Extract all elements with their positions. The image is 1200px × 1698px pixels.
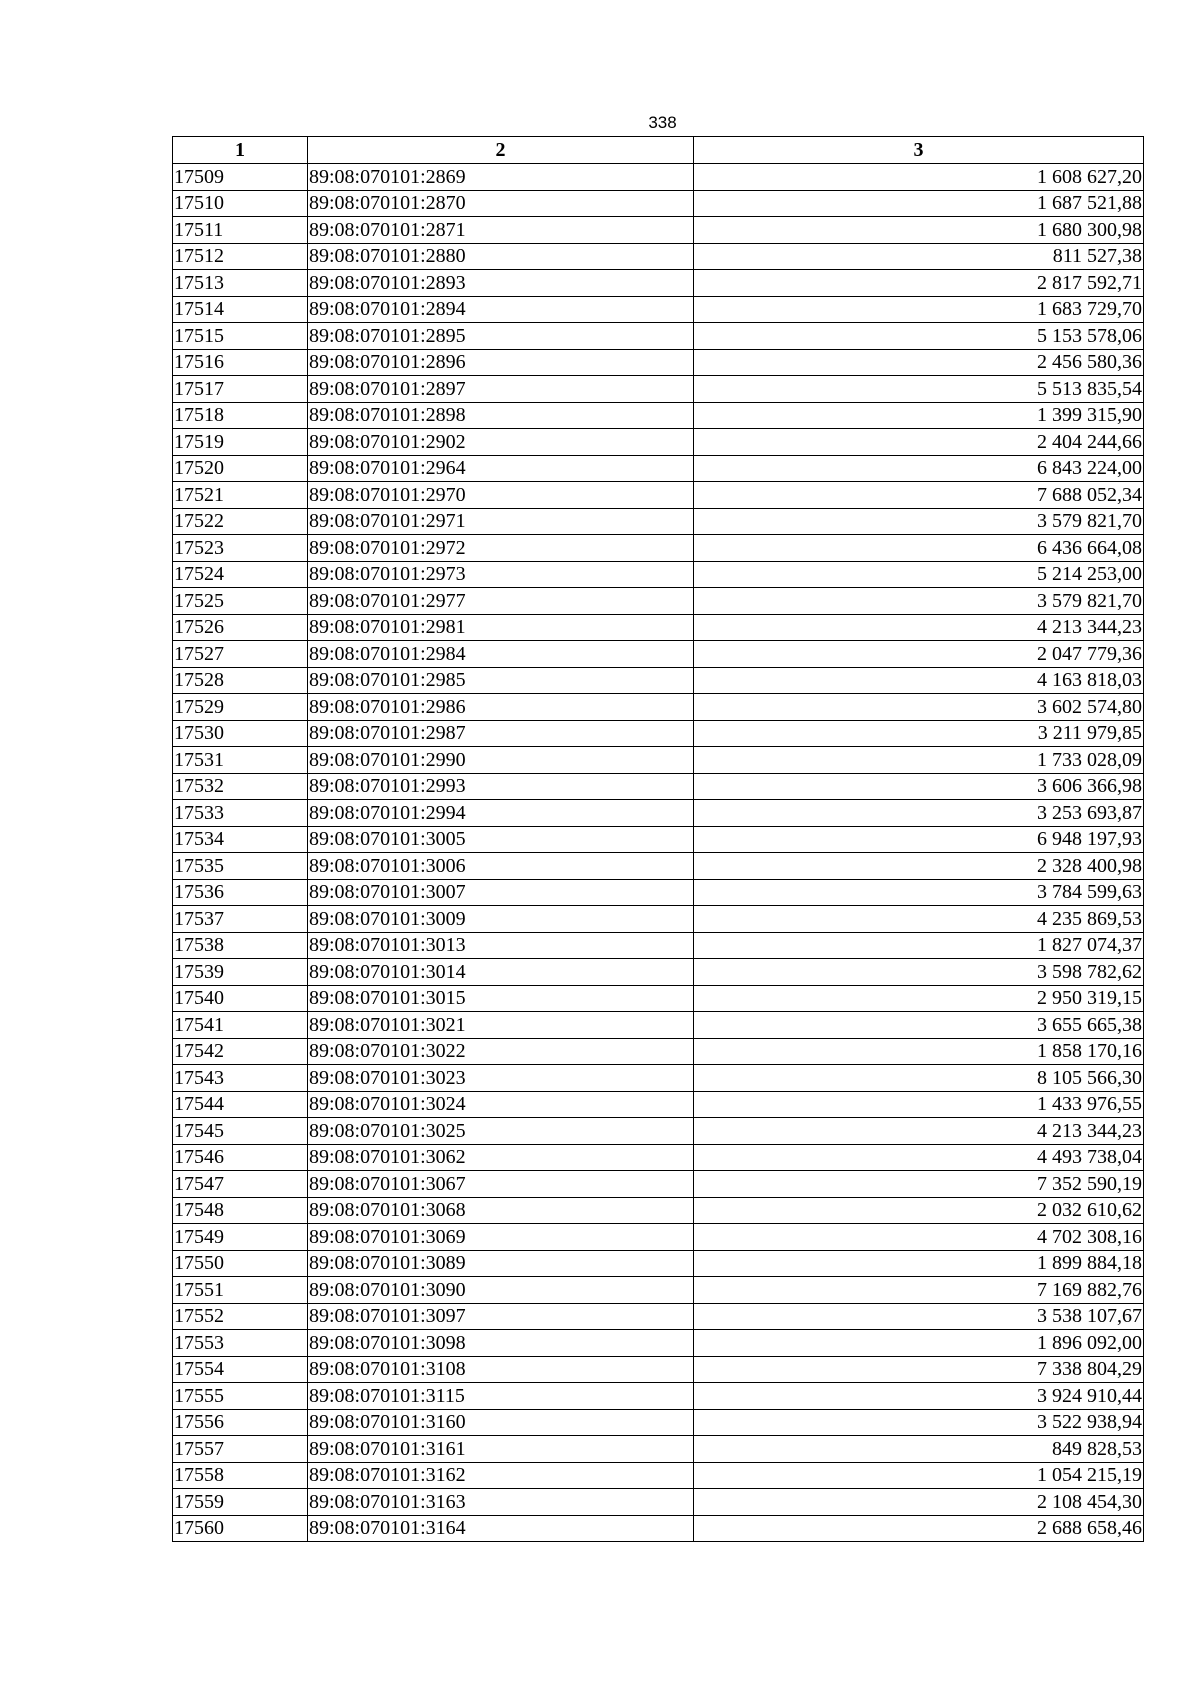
row-number-cell: 17545 xyxy=(173,1118,308,1145)
cadastral-value-cell: 849 828,53 xyxy=(694,1436,1144,1463)
table-row xyxy=(173,190,1144,217)
row-number-cell: 17539 xyxy=(173,959,308,986)
row-number-cell: 17551 xyxy=(173,1277,308,1304)
cadastral-value-cell: 3 784 599,63 xyxy=(694,879,1144,906)
table-row xyxy=(173,243,1144,270)
table-row xyxy=(173,1383,1144,1410)
cadastral-number-cell: 89:08:070101:2896 xyxy=(308,349,694,376)
table-row xyxy=(173,906,1144,933)
row-number-cell: 17541 xyxy=(173,1012,308,1039)
table-row xyxy=(173,1515,1144,1542)
table-body xyxy=(173,164,1144,1542)
table-row xyxy=(173,323,1144,350)
column-header-1: 1 xyxy=(173,137,308,164)
row-number-cell: 17517 xyxy=(173,376,308,403)
cadastral-number-cell: 89:08:070101:3089 xyxy=(308,1250,694,1277)
cadastral-value-cell: 3 655 665,38 xyxy=(694,1012,1144,1039)
row-number-cell: 17526 xyxy=(173,614,308,641)
row-number-cell: 17520 xyxy=(173,455,308,482)
cadastral-number-cell: 89:08:070101:2970 xyxy=(308,482,694,509)
cadastral-number-cell: 89:08:070101:2972 xyxy=(308,535,694,562)
column-header-3: 3 xyxy=(694,137,1144,164)
cadastral-number-cell: 89:08:070101:2898 xyxy=(308,402,694,429)
cadastral-value-cell: 4 213 344,23 xyxy=(694,614,1144,641)
table-row xyxy=(173,1462,1144,1489)
row-number-cell: 17536 xyxy=(173,879,308,906)
row-number-cell: 17521 xyxy=(173,482,308,509)
cadastral-value-cell: 3 924 910,44 xyxy=(694,1383,1144,1410)
table-row xyxy=(173,1012,1144,1039)
cadastral-value-cell: 1 733 028,09 xyxy=(694,747,1144,774)
row-number-cell: 17528 xyxy=(173,667,308,694)
row-number-cell: 17555 xyxy=(173,1383,308,1410)
cadastral-number-cell: 89:08:070101:3097 xyxy=(308,1303,694,1330)
cadastral-number-cell: 89:08:070101:2987 xyxy=(308,720,694,747)
table-row xyxy=(173,614,1144,641)
cadastral-number-cell: 89:08:070101:3164 xyxy=(308,1515,694,1542)
table-row xyxy=(173,164,1144,191)
cadastral-value-cell: 1 899 884,18 xyxy=(694,1250,1144,1277)
row-number-cell: 17538 xyxy=(173,932,308,959)
table-header xyxy=(173,137,1144,164)
cadastral-value-table xyxy=(172,136,1144,1542)
row-number-cell: 17511 xyxy=(173,217,308,244)
row-number-cell: 17556 xyxy=(173,1409,308,1436)
table-row xyxy=(173,482,1144,509)
cadastral-value-cell: 7 338 804,29 xyxy=(694,1356,1144,1383)
cadastral-number-cell: 89:08:070101:2871 xyxy=(308,217,694,244)
cadastral-value-cell: 2 047 779,36 xyxy=(694,641,1144,668)
table-row xyxy=(173,1330,1144,1357)
cadastral-number-cell: 89:08:070101:2971 xyxy=(308,508,694,535)
cadastral-value-cell: 3 598 782,62 xyxy=(694,959,1144,986)
cadastral-value-cell: 2 817 592,71 xyxy=(694,270,1144,297)
cadastral-value-cell: 3 579 821,70 xyxy=(694,508,1144,535)
cadastral-number-cell: 89:08:070101:3024 xyxy=(308,1091,694,1118)
row-number-cell: 17513 xyxy=(173,270,308,297)
row-number-cell: 17543 xyxy=(173,1065,308,1092)
cadastral-value-cell: 4 163 818,03 xyxy=(694,667,1144,694)
cadastral-number-cell: 89:08:070101:3067 xyxy=(308,1171,694,1198)
cadastral-value-cell: 1 858 170,16 xyxy=(694,1038,1144,1065)
table-row xyxy=(173,720,1144,747)
row-number-cell: 17549 xyxy=(173,1224,308,1251)
cadastral-number-cell: 89:08:070101:3069 xyxy=(308,1224,694,1251)
table-row xyxy=(173,800,1144,827)
table-row xyxy=(173,1038,1144,1065)
cadastral-value-cell: 7 352 590,19 xyxy=(694,1171,1144,1198)
row-number-cell: 17518 xyxy=(173,402,308,429)
cadastral-value-cell: 2 328 400,98 xyxy=(694,853,1144,880)
cadastral-number-cell: 89:08:070101:2880 xyxy=(308,243,694,270)
cadastral-value-cell: 8 105 566,30 xyxy=(694,1065,1144,1092)
row-number-cell: 17525 xyxy=(173,588,308,615)
table-row xyxy=(173,1224,1144,1251)
row-number-cell: 17550 xyxy=(173,1250,308,1277)
cadastral-number-cell: 89:08:070101:3015 xyxy=(308,985,694,1012)
table-row xyxy=(173,1409,1144,1436)
cadastral-number-cell: 89:08:070101:3022 xyxy=(308,1038,694,1065)
table-row xyxy=(173,1065,1144,1092)
cadastral-number-cell: 89:08:070101:3115 xyxy=(308,1383,694,1410)
row-number-cell: 17531 xyxy=(173,747,308,774)
cadastral-number-cell: 89:08:070101:3006 xyxy=(308,853,694,880)
table-row xyxy=(173,1436,1144,1463)
row-number-cell: 17530 xyxy=(173,720,308,747)
table-row xyxy=(173,270,1144,297)
cadastral-value-cell: 3 538 107,67 xyxy=(694,1303,1144,1330)
row-number-cell: 17533 xyxy=(173,800,308,827)
cadastral-value-cell: 3 522 938,94 xyxy=(694,1409,1144,1436)
table-row xyxy=(173,1356,1144,1383)
table-row xyxy=(173,349,1144,376)
cadastral-number-cell: 89:08:070101:3108 xyxy=(308,1356,694,1383)
row-number-cell: 17552 xyxy=(173,1303,308,1330)
row-number-cell: 17535 xyxy=(173,853,308,880)
cadastral-value-cell: 3 211 979,85 xyxy=(694,720,1144,747)
row-number-cell: 17510 xyxy=(173,190,308,217)
table-row xyxy=(173,985,1144,1012)
cadastral-value-cell: 3 602 574,80 xyxy=(694,694,1144,721)
cadastral-value-cell: 1 433 976,55 xyxy=(694,1091,1144,1118)
row-number-cell: 17540 xyxy=(173,985,308,1012)
cadastral-value-cell: 4 213 344,23 xyxy=(694,1118,1144,1145)
table-row xyxy=(173,1303,1144,1330)
cadastral-number-cell: 89:08:070101:3025 xyxy=(308,1118,694,1145)
cadastral-number-cell: 89:08:070101:3163 xyxy=(308,1489,694,1516)
cadastral-number-cell: 89:08:070101:3068 xyxy=(308,1197,694,1224)
cadastral-number-cell: 89:08:070101:3098 xyxy=(308,1330,694,1357)
table-row xyxy=(173,535,1144,562)
cadastral-value-cell: 2 456 580,36 xyxy=(694,349,1144,376)
row-number-cell: 17554 xyxy=(173,1356,308,1383)
row-number-cell: 17547 xyxy=(173,1171,308,1198)
page-number: 338 xyxy=(648,113,677,132)
cadastral-value-cell: 2 688 658,46 xyxy=(694,1515,1144,1542)
cadastral-number-cell: 89:08:070101:2986 xyxy=(308,694,694,721)
cadastral-value-cell: 2 950 319,15 xyxy=(694,985,1144,1012)
cadastral-number-cell: 89:08:070101:2990 xyxy=(308,747,694,774)
cadastral-value-cell: 3 253 693,87 xyxy=(694,800,1144,827)
cadastral-value-cell: 3 606 366,98 xyxy=(694,773,1144,800)
table-row xyxy=(173,641,1144,668)
row-number-cell: 17546 xyxy=(173,1144,308,1171)
table-row xyxy=(173,508,1144,535)
column-header-2: 2 xyxy=(308,137,694,164)
table-row xyxy=(173,1250,1144,1277)
cadastral-value-cell: 4 493 738,04 xyxy=(694,1144,1144,1171)
cadastral-number-cell: 89:08:070101:2869 xyxy=(308,164,694,191)
row-number-cell: 17542 xyxy=(173,1038,308,1065)
cadastral-number-cell: 89:08:070101:2895 xyxy=(308,323,694,350)
table-row xyxy=(173,773,1144,800)
table-row xyxy=(173,402,1144,429)
table-row xyxy=(173,879,1144,906)
cadastral-value-cell: 4 235 869,53 xyxy=(694,906,1144,933)
table-row xyxy=(173,853,1144,880)
cadastral-value-cell: 1 054 215,19 xyxy=(694,1462,1144,1489)
cadastral-number-cell: 89:08:070101:3005 xyxy=(308,826,694,853)
table-row xyxy=(173,694,1144,721)
row-number-cell: 17532 xyxy=(173,773,308,800)
cadastral-number-cell: 89:08:070101:2870 xyxy=(308,190,694,217)
row-number-cell: 17514 xyxy=(173,296,308,323)
row-number-cell: 17560 xyxy=(173,1515,308,1542)
cadastral-value-cell: 2 108 454,30 xyxy=(694,1489,1144,1516)
cadastral-number-cell: 89:08:070101:3014 xyxy=(308,959,694,986)
cadastral-value-cell: 4 702 308,16 xyxy=(694,1224,1144,1251)
cadastral-number-cell: 89:08:070101:2981 xyxy=(308,614,694,641)
row-number-cell: 17548 xyxy=(173,1197,308,1224)
table-row xyxy=(173,959,1144,986)
cadastral-number-cell: 89:08:070101:2994 xyxy=(308,800,694,827)
cadastral-number-cell: 89:08:070101:3007 xyxy=(308,879,694,906)
table-row xyxy=(173,1091,1144,1118)
table-header-row xyxy=(173,137,1144,164)
table-row xyxy=(173,932,1144,959)
row-number-cell: 17558 xyxy=(173,1462,308,1489)
table-row xyxy=(173,826,1144,853)
cadastral-value-cell: 5 513 835,54 xyxy=(694,376,1144,403)
table-row xyxy=(173,588,1144,615)
row-number-cell: 17509 xyxy=(173,164,308,191)
cadastral-value-cell: 811 527,38 xyxy=(694,243,1144,270)
cadastral-value-cell: 7 688 052,34 xyxy=(694,482,1144,509)
table-row xyxy=(173,1171,1144,1198)
cadastral-value-cell: 1 687 521,88 xyxy=(694,190,1144,217)
table-row xyxy=(173,1277,1144,1304)
cadastral-number-cell: 89:08:070101:2985 xyxy=(308,667,694,694)
row-number-cell: 17553 xyxy=(173,1330,308,1357)
cadastral-number-cell: 89:08:070101:3162 xyxy=(308,1462,694,1489)
cadastral-number-cell: 89:08:070101:2893 xyxy=(308,270,694,297)
cadastral-value-cell: 2 032 610,62 xyxy=(694,1197,1144,1224)
row-number-cell: 17557 xyxy=(173,1436,308,1463)
table-row xyxy=(173,376,1144,403)
table-row xyxy=(173,1489,1144,1516)
cadastral-number-cell: 89:08:070101:3160 xyxy=(308,1409,694,1436)
table-row xyxy=(173,747,1144,774)
table-row xyxy=(173,561,1144,588)
row-number-cell: 17516 xyxy=(173,349,308,376)
cadastral-number-cell: 89:08:070101:2977 xyxy=(308,588,694,615)
cadastral-number-cell: 89:08:070101:2993 xyxy=(308,773,694,800)
cadastral-number-cell: 89:08:070101:3021 xyxy=(308,1012,694,1039)
cadastral-value-cell: 1 683 729,70 xyxy=(694,296,1144,323)
cadastral-number-cell: 89:08:070101:3062 xyxy=(308,1144,694,1171)
row-number-cell: 17523 xyxy=(173,535,308,562)
table-row xyxy=(173,667,1144,694)
cadastral-value-cell: 1 608 627,20 xyxy=(694,164,1144,191)
cadastral-number-cell: 89:08:070101:2973 xyxy=(308,561,694,588)
row-number-cell: 17534 xyxy=(173,826,308,853)
table-row xyxy=(173,455,1144,482)
row-number-cell: 17537 xyxy=(173,906,308,933)
cadastral-value-cell: 6 843 224,00 xyxy=(694,455,1144,482)
cadastral-number-cell: 89:08:070101:3090 xyxy=(308,1277,694,1304)
cadastral-number-cell: 89:08:070101:2964 xyxy=(308,455,694,482)
cadastral-value-cell: 5 153 578,06 xyxy=(694,323,1144,350)
table-row xyxy=(173,296,1144,323)
table-row xyxy=(173,1118,1144,1145)
row-number-cell: 17529 xyxy=(173,694,308,721)
row-number-cell: 17524 xyxy=(173,561,308,588)
table-row xyxy=(173,1197,1144,1224)
table-row xyxy=(173,429,1144,456)
cadastral-value-cell: 1 896 092,00 xyxy=(694,1330,1144,1357)
cadastral-number-cell: 89:08:070101:2894 xyxy=(308,296,694,323)
cadastral-value-cell: 1 827 074,37 xyxy=(694,932,1144,959)
row-number-cell: 17559 xyxy=(173,1489,308,1516)
cadastral-number-cell: 89:08:070101:3009 xyxy=(308,906,694,933)
row-number-cell: 17512 xyxy=(173,243,308,270)
cadastral-value-cell: 6 436 664,08 xyxy=(694,535,1144,562)
cadastral-number-cell: 89:08:070101:3023 xyxy=(308,1065,694,1092)
cadastral-number-cell: 89:08:070101:2902 xyxy=(308,429,694,456)
cadastral-number-cell: 89:08:070101:2984 xyxy=(308,641,694,668)
cadastral-value-cell: 1 680 300,98 xyxy=(694,217,1144,244)
row-number-cell: 17544 xyxy=(173,1091,308,1118)
cadastral-value-cell: 2 404 244,66 xyxy=(694,429,1144,456)
cadastral-value-cell: 6 948 197,93 xyxy=(694,826,1144,853)
cadastral-number-cell: 89:08:070101:3013 xyxy=(308,932,694,959)
cadastral-number-cell: 89:08:070101:2897 xyxy=(308,376,694,403)
table-row xyxy=(173,1144,1144,1171)
row-number-cell: 17515 xyxy=(173,323,308,350)
row-number-cell: 17519 xyxy=(173,429,308,456)
row-number-cell: 17522 xyxy=(173,508,308,535)
table-row xyxy=(173,217,1144,244)
cadastral-value-cell: 3 579 821,70 xyxy=(694,588,1144,615)
cadastral-value-cell: 7 169 882,76 xyxy=(694,1277,1144,1304)
row-number-cell: 17527 xyxy=(173,641,308,668)
cadastral-value-cell: 1 399 315,90 xyxy=(694,402,1144,429)
cadastral-value-cell: 5 214 253,00 xyxy=(694,561,1144,588)
cadastral-number-cell: 89:08:070101:3161 xyxy=(308,1436,694,1463)
